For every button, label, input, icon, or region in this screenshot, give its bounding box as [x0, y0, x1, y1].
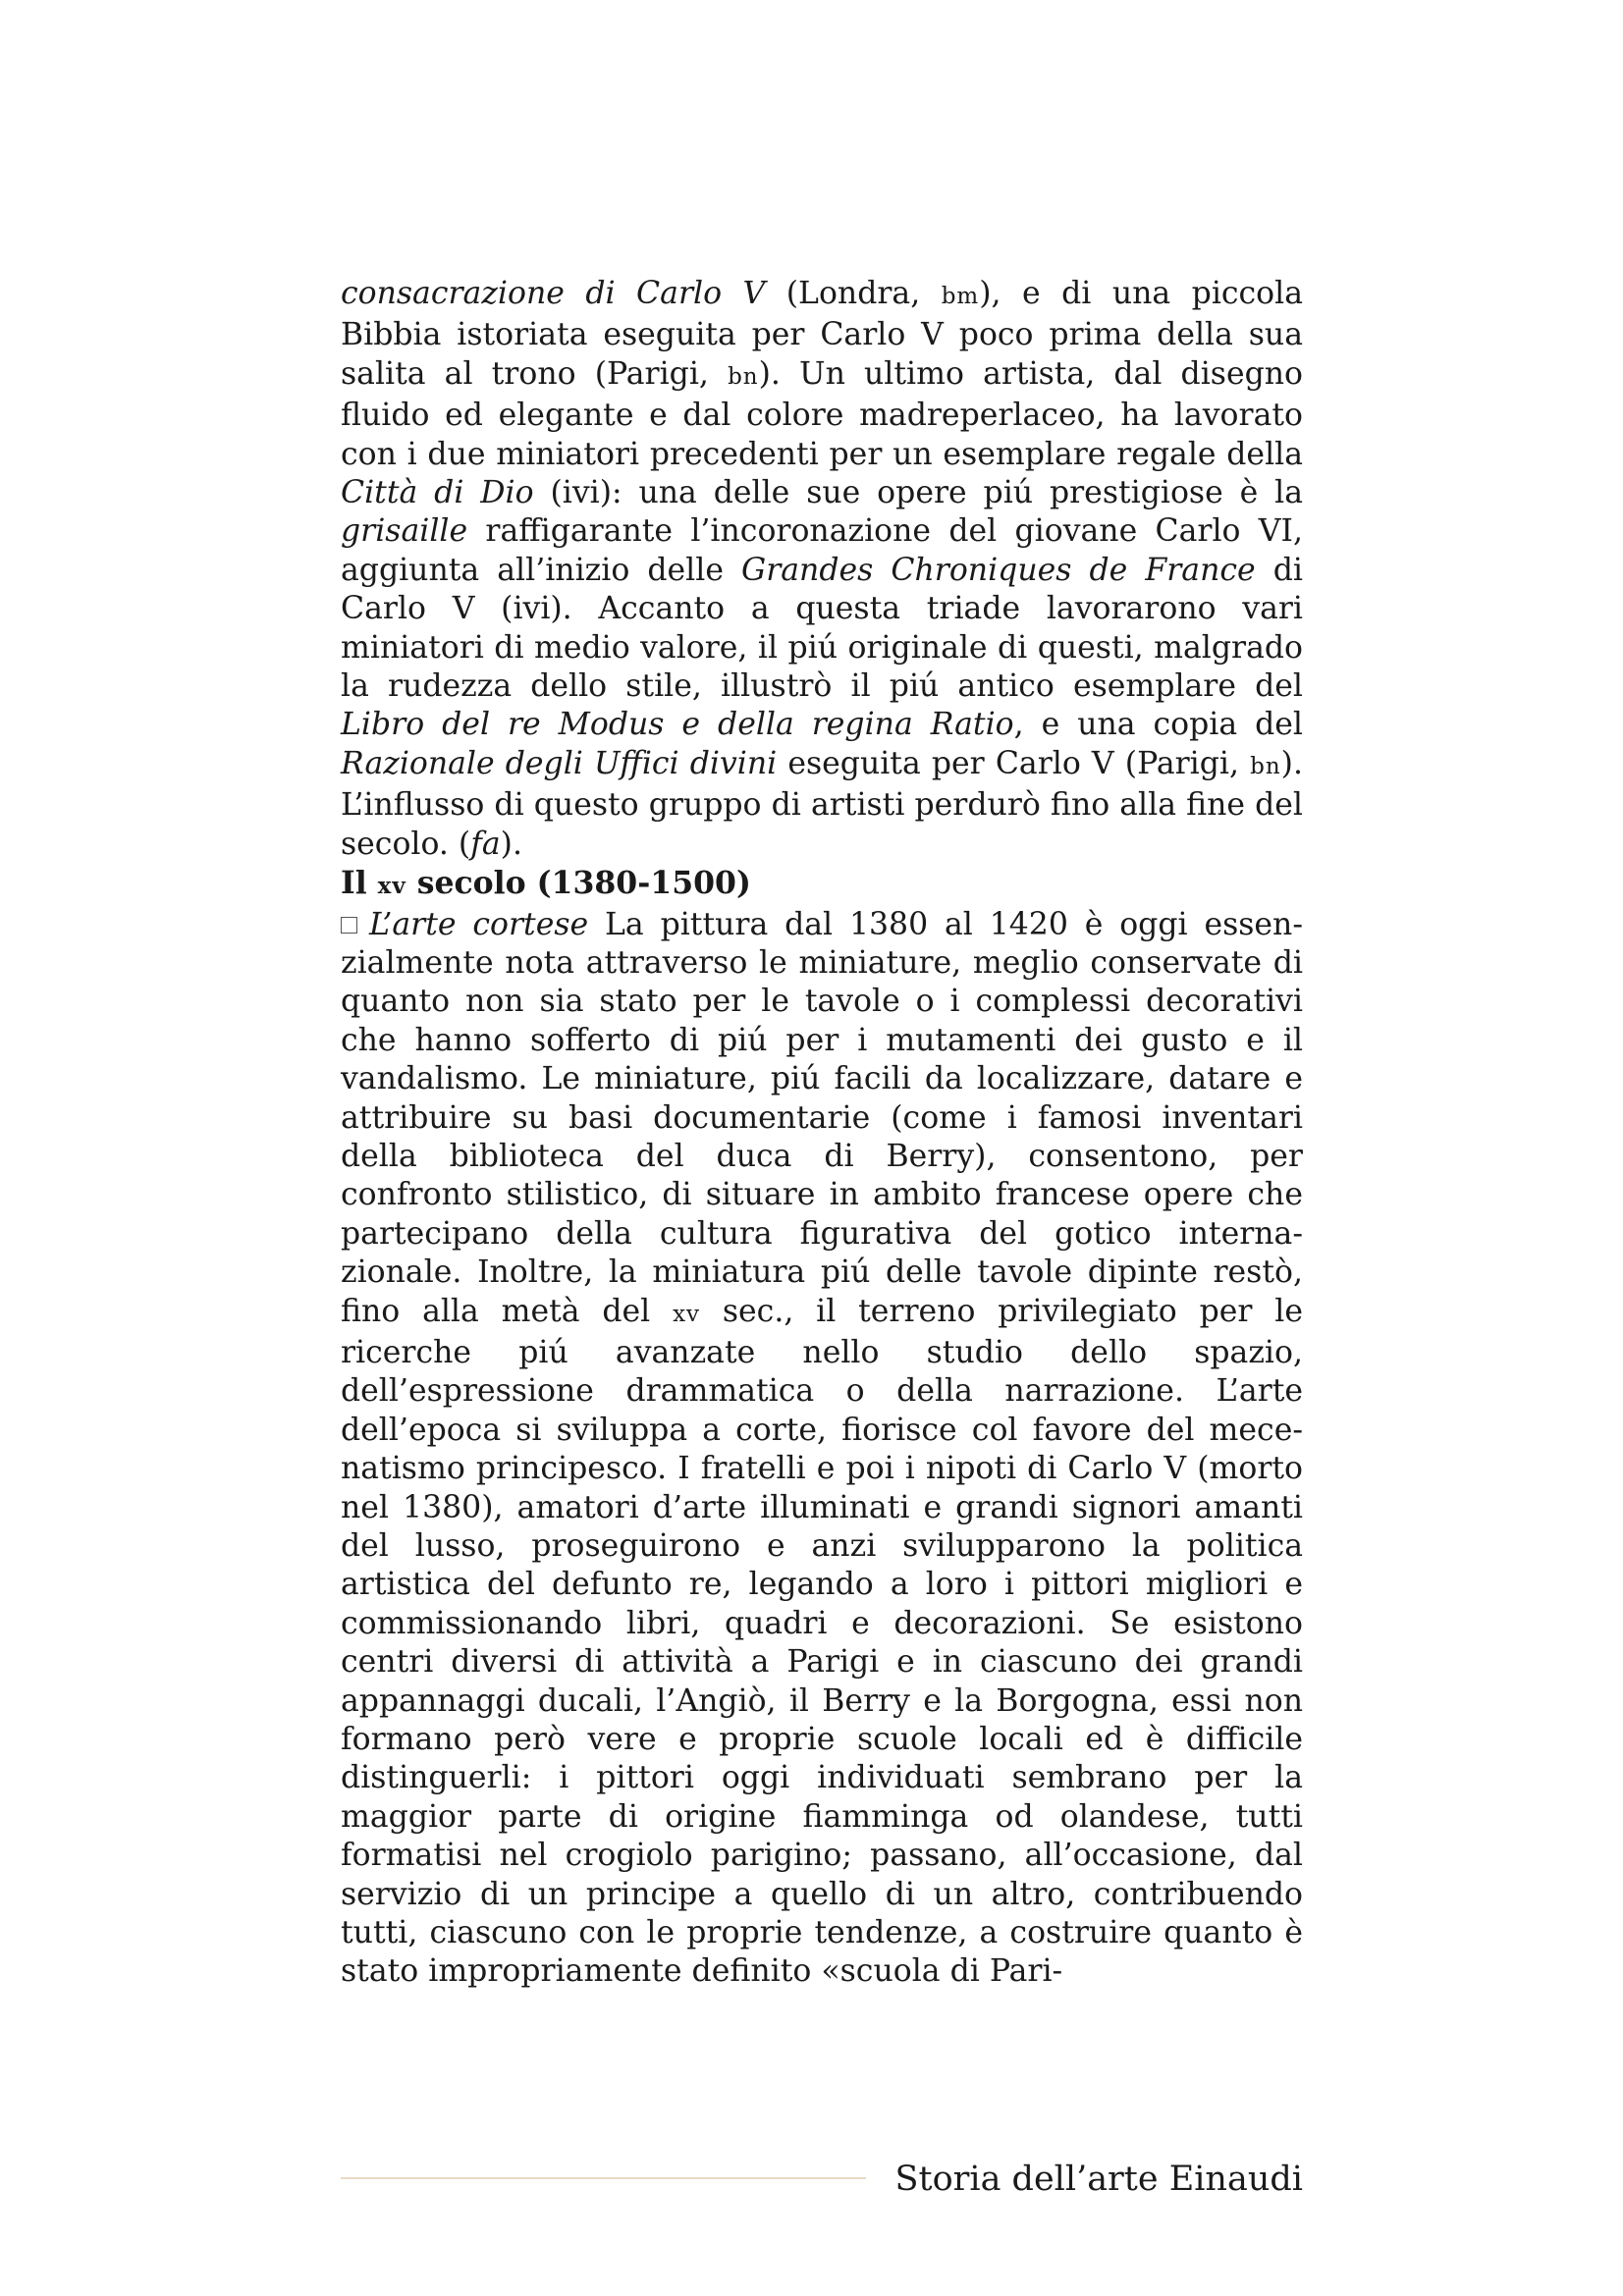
- italic-title: consacrazione di Carlo V: [341, 276, 766, 311]
- text-run: di Carlo V (ivi). Accanto a questa triade lavorarono vari miniatori di medio valore, il piú originale di questi, malgrado la rudezza dello stile, illustrò il piú antico esemplare del: [341, 552, 1303, 705]
- text-run: , e una copia del: [1013, 707, 1303, 743]
- italic-title: Città di Dio: [341, 475, 534, 511]
- author-initials: fa: [470, 826, 501, 862]
- italic-title: Razionale degli Uffici divini: [341, 745, 778, 781]
- italic-title: Libro del re Modus e della regina Ratio: [341, 707, 1014, 743]
- subsection-title: L’arte cortese: [369, 906, 589, 942]
- footer-rule: [341, 2177, 866, 2179]
- text-column: [341, 275, 1303, 1992]
- small-caps-abbrev: bn: [728, 363, 759, 390]
- text-run: ), e di una piccola Bibbia istoriata eseguita per Carlo V poco prima della sua salita al trono (Parigi,: [341, 276, 1303, 392]
- text-run: (Londra,: [765, 276, 942, 311]
- text-run: (ivi): una delle sue opere piú prestigiose è la: [533, 475, 1303, 511]
- text-run: ). Un ultimo artista, dal disegno fluido ed elegante e dal colore madreperlaceo, ha lavorato con i due miniatori precedenti per un esemplare regale della: [341, 355, 1303, 472]
- italic-term: grisaille: [341, 513, 468, 550]
- text-run: raffigarante l’incoronazione del giovane Carlo VI, aggiunta all’inizio delle: [341, 513, 1303, 588]
- paragraph-continuation: [341, 275, 1303, 864]
- heading-pre: Il: [341, 865, 378, 902]
- paragraph-arte-cortese: [341, 906, 1303, 1992]
- footer-publisher: Storia dell’arte Einaudi: [894, 2160, 1303, 2199]
- heading-post: secolo (1380-1500): [406, 865, 751, 902]
- text-run: eseguita per Carlo V (Parigi,: [777, 745, 1251, 781]
- small-caps-abbrev: bm: [941, 284, 980, 309]
- small-caps-century: xv: [673, 1301, 701, 1327]
- section-heading: [341, 864, 1303, 905]
- heading-century: xv: [377, 873, 406, 900]
- small-caps-abbrev: bn: [1250, 753, 1281, 779]
- text-run: ). L’influsso di questo gruppo di artisti perdurò fino alla fine del secolo. (: [341, 745, 1303, 862]
- text-run: sec., il terreno privilegiato per le ricerche piú avanzate nello studio dello spazio, dell’espressione drammatica o della narrazione. L’arte dell’epoca si sviluppa a corte, fiorisce col favore del mecenatismo principesco. I fratelli e poi i nipoti di Carlo V (morto nel 1380), amatori d’arte illuminati e grandi signori amanti del lusso, proseguirono e anzi svilupparono la politica artistica del defunto re, legando a loro i pittori migliori e commissionando libri, quadri e decorazioni. Se esistono centri diversi di attività a Parigi e in ciascuno dei grandi appannaggi ducali, l’Angiò, il Berry e la Borgogna, essi non formano però vere e proprie scuole locali ed è difficile distinguerli: i pittori oggi individuati sembrano per la maggior parte di origine fiamminga od olandese, tutti formatisi nel crogiolo parigino; passano, all’occasione, dal servizio di un principe a quello di un altro, contribuendo tutti, ciascuno con le proprie tendenze, a costruire quanto è stato impropriamente definito «scuola di Pari-: [341, 1293, 1303, 1990]
- square-bullet-icon: [341, 917, 357, 934]
- text-run: ).: [500, 826, 522, 862]
- text-run: La pittura dal 1380 al 1420 è oggi essenzialmente nota attraverso le miniature, meglio conservate di quanto non sia stato per le tavole o i complessi decorativi che hanno sofferto di piú per i mutamenti dei gusto e il vandalismo. Le miniature, piú facili da localizzare, datare e attribuire su basi documentarie (come i famosi inventari della biblioteca del duca di Berry), consentono, per confronto stilistico, di situare in ambito francese opere che partecipano della cultura figurativa del gotico internazionale. Inoltre, la miniatura piú delle tavole dipinte restò, fino alla metà del: [341, 906, 1304, 1329]
- italic-title: Grandes Chroniques de France: [741, 552, 1256, 588]
